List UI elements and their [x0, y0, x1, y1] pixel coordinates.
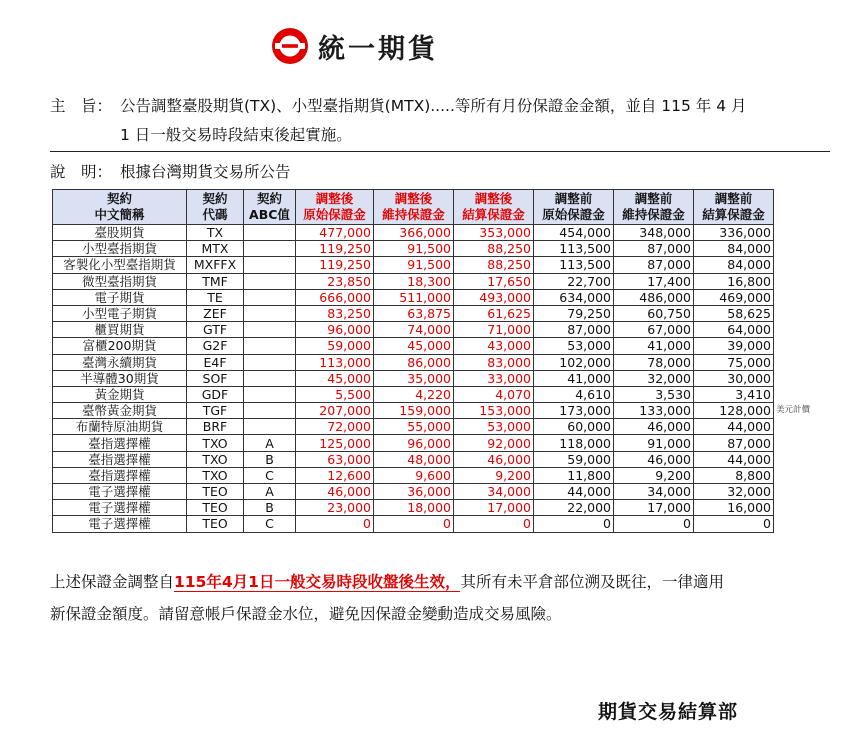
table-row: [53, 435, 774, 451]
cell-old-initial: 79,250: [534, 305, 614, 321]
column-header: [454, 190, 534, 225]
cell-new-initial: 83,250: [296, 305, 374, 321]
cell-old-maint: 87,000: [614, 257, 694, 273]
column-header-line-1: 調整後: [315, 191, 354, 206]
cell-old-initial: 41,000: [534, 370, 614, 386]
cell-old-settle: 64,000: [694, 322, 774, 338]
table-row: [53, 500, 774, 516]
cell-new-maint: 0: [374, 516, 454, 532]
cell-new-maint: 36,000: [374, 484, 454, 500]
cell-code: TEO: [187, 516, 244, 532]
table-row: [53, 354, 774, 370]
cell-new-settle: 0: [454, 516, 534, 532]
cell-new-settle: 9,200: [454, 467, 534, 483]
cell-new-maint: 55,000: [374, 419, 454, 435]
cell-new-maint: 18,000: [374, 500, 454, 516]
subject-section: [50, 92, 840, 150]
cell-code: GTF: [187, 322, 244, 338]
cell-name: 小型臺指期貨: [53, 241, 187, 257]
cell-new-maint: 18,300: [374, 273, 454, 289]
cell-code: TX: [187, 225, 244, 241]
cell-code: TE: [187, 289, 244, 305]
column-header-line-2: 維持保證金: [622, 207, 685, 222]
cell-old-initial: 60,000: [534, 419, 614, 435]
cell-abc: [244, 257, 296, 273]
cell-old-maint: 46,000: [614, 419, 694, 435]
column-header: [244, 190, 296, 225]
column-header-line-2: ABC值: [249, 207, 290, 222]
cell-new-maint: 48,000: [374, 451, 454, 467]
column-header-line-1: 調整前: [714, 191, 753, 206]
conclusion-suffix: 其所有未平倉部位溯及既往，一律適用: [460, 573, 724, 591]
cell-old-maint: 78,000: [614, 354, 694, 370]
cell-old-initial: 118,000: [534, 435, 614, 451]
column-header-line-1: 契約: [106, 191, 132, 206]
cell-code: ZEF: [187, 305, 244, 321]
cell-old-initial: 44,000: [534, 484, 614, 500]
explanation-section: [50, 160, 291, 182]
cell-new-settle: 88,250: [454, 241, 534, 257]
cell-new-initial: 113,000: [296, 354, 374, 370]
cell-name: 小型電子期貨: [53, 305, 187, 321]
cell-code: TGF: [187, 403, 244, 419]
cell-new-maint: 63,875: [374, 305, 454, 321]
cell-new-settle: 4,070: [454, 386, 534, 402]
margin-table: [52, 189, 774, 533]
column-header-line-1: 契約: [202, 191, 228, 206]
table-row: [53, 241, 774, 257]
table-row: [53, 273, 774, 289]
cell-abc: A: [244, 484, 296, 500]
cell-new-settle: 34,000: [454, 484, 534, 500]
cell-old-maint: 91,000: [614, 435, 694, 451]
cell-old-initial: 87,000: [534, 322, 614, 338]
cell-abc: C: [244, 516, 296, 532]
cell-abc: [244, 403, 296, 419]
column-header-line-1: 調整前: [554, 191, 593, 206]
cell-new-initial: 477,000: [296, 225, 374, 241]
cell-old-initial: 53,000: [534, 338, 614, 354]
cell-name: 黃金期貨: [53, 386, 187, 402]
cell-abc: [244, 386, 296, 402]
explanation-text: 根據台灣期貨交易所公告: [120, 163, 291, 181]
cell-new-settle: 92,000: [454, 435, 534, 451]
cell-old-settle: 0: [694, 516, 774, 532]
column-header-line-2: 結算保證金: [462, 207, 525, 222]
cell-new-maint: 96,000: [374, 435, 454, 451]
cell-old-maint: 87,000: [614, 241, 694, 257]
cell-new-initial: 23,850: [296, 273, 374, 289]
cell-old-maint: 46,000: [614, 451, 694, 467]
cell-name: 臺指選擇權: [53, 451, 187, 467]
cell-code: TEO: [187, 500, 244, 516]
cell-old-settle: 32,000: [694, 484, 774, 500]
cell-new-maint: 91,500: [374, 241, 454, 257]
cell-old-initial: 634,000: [534, 289, 614, 305]
cell-new-maint: 35,000: [374, 370, 454, 386]
cell-new-initial: 59,000: [296, 338, 374, 354]
cell-new-settle: 33,000: [454, 370, 534, 386]
cell-abc: [244, 338, 296, 354]
cell-old-settle: 469,000: [694, 289, 774, 305]
cell-code: E4F: [187, 354, 244, 370]
cell-new-maint: 9,600: [374, 467, 454, 483]
cell-abc: C: [244, 467, 296, 483]
column-header: [534, 190, 614, 225]
table-row: [53, 467, 774, 483]
conclusion-prefix: 上述保證金調整自: [50, 573, 175, 591]
cell-code: TXO: [187, 467, 244, 483]
cell-new-initial: 0: [296, 516, 374, 532]
cell-old-settle: 16,800: [694, 273, 774, 289]
cell-name: 電子選擇權: [53, 516, 187, 532]
cell-old-maint: 41,000: [614, 338, 694, 354]
cell-new-initial: 96,000: [296, 322, 374, 338]
cell-new-maint: 366,000: [374, 225, 454, 241]
cell-old-maint: 67,000: [614, 322, 694, 338]
cell-old-maint: 34,000: [614, 484, 694, 500]
cell-name: 臺指選擇權: [53, 467, 187, 483]
cell-old-maint: 17,400: [614, 273, 694, 289]
effective-date-highlight: 115年4月1日一般交易時段收盤後生效，: [174, 573, 461, 591]
cell-new-initial: 23,000: [296, 500, 374, 516]
cell-code: G2F: [187, 338, 244, 354]
column-header: [374, 190, 454, 225]
cell-new-initial: 5,500: [296, 386, 374, 402]
table-row: [53, 403, 774, 419]
cell-old-initial: 4,610: [534, 386, 614, 402]
cell-new-settle: 53,000: [454, 419, 534, 435]
conclusion-section: [50, 566, 840, 630]
cell-new-settle: 61,625: [454, 305, 534, 321]
cell-old-settle: 3,410: [694, 386, 774, 402]
cell-old-maint: 32,000: [614, 370, 694, 386]
column-header: [694, 190, 774, 225]
cell-new-settle: 17,650: [454, 273, 534, 289]
divider: [50, 151, 830, 152]
table-row: [53, 338, 774, 354]
cell-abc: B: [244, 451, 296, 467]
cell-new-settle: 353,000: [454, 225, 534, 241]
column-header: [187, 190, 244, 225]
cell-old-settle: 8,800: [694, 467, 774, 483]
cell-new-initial: 12,600: [296, 467, 374, 483]
cell-name: 電子期貨: [53, 289, 187, 305]
cell-old-settle: 39,000: [694, 338, 774, 354]
column-header-line-2: 維持保證金: [382, 207, 445, 222]
cell-old-initial: 113,500: [534, 241, 614, 257]
cell-code: TXO: [187, 451, 244, 467]
cell-abc: [244, 322, 296, 338]
cell-new-maint: 159,000: [374, 403, 454, 419]
column-header: [296, 190, 374, 225]
cell-code: TXO: [187, 435, 244, 451]
cell-old-initial: 22,000: [534, 500, 614, 516]
cell-name: 客製化小型臺指期貨: [53, 257, 187, 273]
column-header: [53, 190, 187, 225]
table-row: [53, 305, 774, 321]
table-row: [53, 386, 774, 402]
column-header-line-1: 調整後: [394, 191, 433, 206]
column-header: [614, 190, 694, 225]
cell-abc: [244, 241, 296, 257]
cell-code: SOF: [187, 370, 244, 386]
cell-old-settle: 44,000: [694, 451, 774, 467]
cell-code: MTX: [187, 241, 244, 257]
cell-new-settle: 43,000: [454, 338, 534, 354]
cell-old-initial: 454,000: [534, 225, 614, 241]
cell-new-initial: 46,000: [296, 484, 374, 500]
cell-name: 半導體30期貨: [53, 370, 187, 386]
cell-new-initial: 72,000: [296, 419, 374, 435]
table-row: [53, 370, 774, 386]
column-header-line-1: 調整後: [474, 191, 513, 206]
cell-old-settle: 84,000: [694, 241, 774, 257]
cell-code: GDF: [187, 386, 244, 402]
column-header-line-2: 結算保證金: [702, 207, 765, 222]
cell-new-settle: 46,000: [454, 451, 534, 467]
cell-old-initial: 173,000: [534, 403, 614, 419]
cell-abc: [244, 273, 296, 289]
cell-new-initial: 119,250: [296, 257, 374, 273]
column-header-line-1: 調整前: [634, 191, 673, 206]
subject-text-2: 1 日一般交易時段結束後起實施。: [120, 126, 352, 144]
table-row: [53, 484, 774, 500]
cell-name: 富櫃200期貨: [53, 338, 187, 354]
cell-old-settle: 84,000: [694, 257, 774, 273]
cell-old-settle: 16,000: [694, 500, 774, 516]
cell-old-maint: 348,000: [614, 225, 694, 241]
cell-name: 臺指選擇權: [53, 435, 187, 451]
table-row: [53, 289, 774, 305]
cell-name: 電子選擇權: [53, 484, 187, 500]
cell-abc: A: [244, 435, 296, 451]
currency-note: 美元計價: [776, 405, 811, 415]
cell-old-settle: 44,000: [694, 419, 774, 435]
cell-abc: [244, 370, 296, 386]
cell-new-settle: 88,250: [454, 257, 534, 273]
cell-abc: [244, 305, 296, 321]
subject-label: 主 旨：: [50, 97, 113, 115]
cell-abc: [244, 225, 296, 241]
table-header-row: [53, 190, 774, 225]
cell-new-settle: 493,000: [454, 289, 534, 305]
cell-old-initial: 59,000: [534, 451, 614, 467]
cell-new-initial: 119,250: [296, 241, 374, 257]
cell-name: 微型臺指期貨: [53, 273, 187, 289]
cell-old-maint: 0: [614, 516, 694, 532]
cell-new-maint: 45,000: [374, 338, 454, 354]
cell-new-settle: 83,000: [454, 354, 534, 370]
cell-abc: [244, 289, 296, 305]
cell-old-initial: 11,800: [534, 467, 614, 483]
table-row: [53, 419, 774, 435]
cell-abc: [244, 419, 296, 435]
cell-old-maint: 3,530: [614, 386, 694, 402]
cell-old-settle: 87,000: [694, 435, 774, 451]
conclusion-line-1: [50, 566, 840, 598]
cell-old-maint: 17,000: [614, 500, 694, 516]
cell-old-maint: 486,000: [614, 289, 694, 305]
cell-old-maint: 60,750: [614, 305, 694, 321]
cell-old-maint: 9,200: [614, 467, 694, 483]
cell-new-initial: 207,000: [296, 403, 374, 419]
cell-new-initial: 666,000: [296, 289, 374, 305]
cell-old-initial: 22,700: [534, 273, 614, 289]
cell-old-settle: 336,000: [694, 225, 774, 241]
cell-abc: [244, 354, 296, 370]
cell-code: MXFFX: [187, 257, 244, 273]
cell-new-settle: 153,000: [454, 403, 534, 419]
cell-new-maint: 4,220: [374, 386, 454, 402]
cell-old-initial: 102,000: [534, 354, 614, 370]
cell-new-maint: 91,500: [374, 257, 454, 273]
column-header-line-2: 代碼: [202, 207, 228, 222]
cell-old-initial: 113,500: [534, 257, 614, 273]
subject-line-1: [50, 92, 840, 121]
cell-new-settle: 71,000: [454, 322, 534, 338]
conclusion-line-2: 新保證金額度。請留意帳戶保證金水位，避免因保證金變動造成交易風險。: [50, 605, 562, 623]
cell-new-settle: 17,000: [454, 500, 534, 516]
cell-old-settle: 58,625: [694, 305, 774, 321]
column-header-line-1: 契約: [256, 191, 282, 206]
cell-name: 櫃買期貨: [53, 322, 187, 338]
table-row: [53, 322, 774, 338]
table-row: [53, 225, 774, 241]
department-signature: 期貨交易結算部: [598, 701, 739, 723]
explanation-label: 說 明：: [50, 163, 113, 181]
cell-old-maint: 133,000: [614, 403, 694, 419]
table-row: [53, 451, 774, 467]
cell-new-initial: 63,000: [296, 451, 374, 467]
cell-old-initial: 0: [534, 516, 614, 532]
cell-name: 臺股期貨: [53, 225, 187, 241]
cell-new-maint: 74,000: [374, 322, 454, 338]
cell-code: BRF: [187, 419, 244, 435]
subject-text-1: 公告調整臺股期貨(TX)、小型臺指期貨(MTX).....等所有月份保證金金額，並自 115 年 4 月: [120, 97, 747, 115]
cell-code: TEO: [187, 484, 244, 500]
table-body: [53, 225, 774, 533]
column-header-line-2: 原始保證金: [542, 207, 605, 222]
cell-name: 布蘭特原油期貨: [53, 419, 187, 435]
cell-old-settle: 30,000: [694, 370, 774, 386]
cell-new-maint: 86,000: [374, 354, 454, 370]
cell-name: 電子選擇權: [53, 500, 187, 516]
column-header-line-2: 中文簡稱: [94, 207, 145, 222]
cell-abc: B: [244, 500, 296, 516]
table-row: [53, 516, 774, 532]
cell-name: 臺灣永續期貨: [53, 354, 187, 370]
cell-old-settle: 75,000: [694, 354, 774, 370]
table-row: [53, 257, 774, 273]
column-header-line-2: 原始保證金: [303, 207, 366, 222]
cell-new-maint: 511,000: [374, 289, 454, 305]
company-logo: [270, 24, 438, 68]
cell-code: TMF: [187, 273, 244, 289]
cell-old-settle: 128,000: [694, 403, 774, 419]
cell-new-initial: 125,000: [296, 435, 374, 451]
cell-name: 臺幣黃金期貨: [53, 403, 187, 419]
company-name: 統一期貨: [318, 33, 438, 65]
cell-new-initial: 45,000: [296, 370, 374, 386]
logo-mark-icon: [270, 26, 310, 66]
